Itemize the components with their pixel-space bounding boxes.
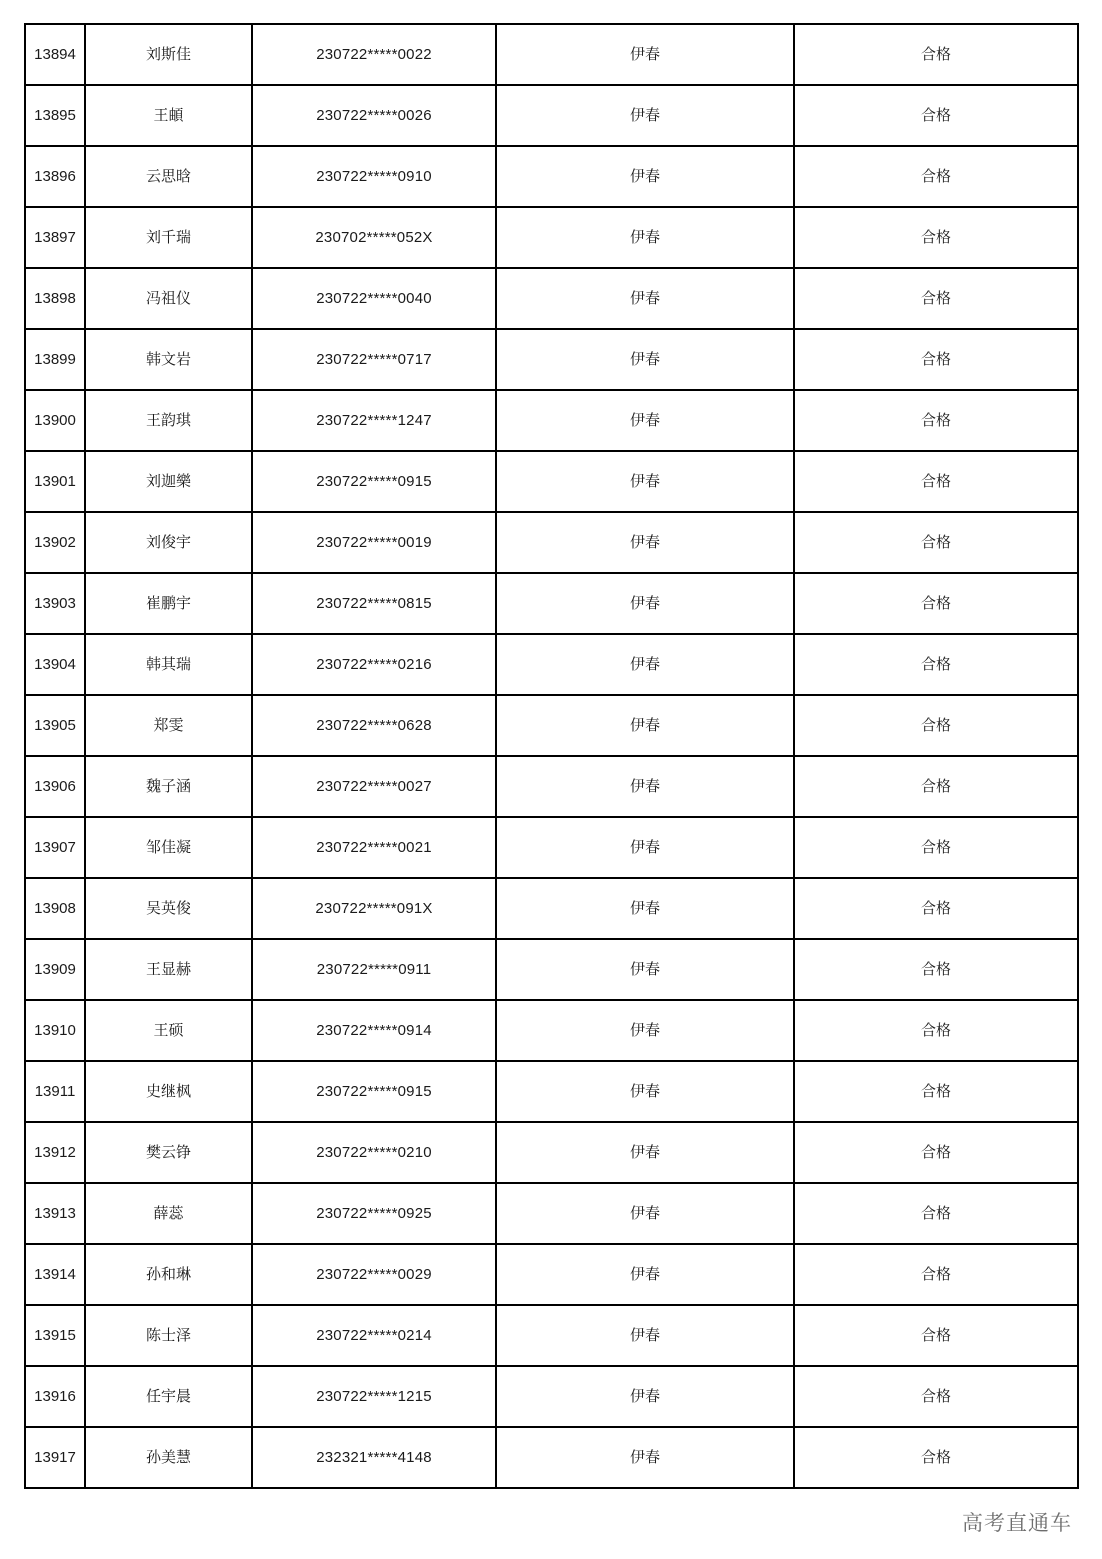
- seq-cell: 13913: [25, 1183, 85, 1244]
- result-cell: 合格: [794, 268, 1078, 329]
- id-cell: 230722*****0040: [252, 268, 496, 329]
- table-body: [25, 24, 1078, 1488]
- city-cell: 伊春: [496, 1000, 794, 1061]
- seq-cell: 13908: [25, 878, 85, 939]
- name-cell: 王頔: [85, 85, 252, 146]
- table-row: [25, 1427, 1078, 1488]
- city-cell: 伊春: [496, 390, 794, 451]
- seq-cell: 13917: [25, 1427, 85, 1488]
- name-cell: 陈士泽: [85, 1305, 252, 1366]
- result-cell: 合格: [794, 1366, 1078, 1427]
- city-cell: 伊春: [496, 1061, 794, 1122]
- city-cell: 伊春: [496, 1366, 794, 1427]
- table-row: [25, 695, 1078, 756]
- result-cell: 合格: [794, 1244, 1078, 1305]
- table-row: [25, 207, 1078, 268]
- city-cell: 伊春: [496, 634, 794, 695]
- table-row: [25, 1366, 1078, 1427]
- id-cell: 230722*****1247: [252, 390, 496, 451]
- id-cell: 230722*****0214: [252, 1305, 496, 1366]
- table-row: [25, 268, 1078, 329]
- name-cell: 刘千瑞: [85, 207, 252, 268]
- table-row: [25, 512, 1078, 573]
- id-cell: 230722*****0717: [252, 329, 496, 390]
- name-cell: 郑雯: [85, 695, 252, 756]
- name-cell: 魏子涵: [85, 756, 252, 817]
- result-cell: 合格: [794, 1061, 1078, 1122]
- table-row: [25, 1183, 1078, 1244]
- seq-cell: 13894: [25, 24, 85, 85]
- seq-cell: 13899: [25, 329, 85, 390]
- seq-cell: 13900: [25, 390, 85, 451]
- result-cell: 合格: [794, 573, 1078, 634]
- name-cell: 刘斯佳: [85, 24, 252, 85]
- city-cell: 伊春: [496, 695, 794, 756]
- result-cell: 合格: [794, 451, 1078, 512]
- result-cell: 合格: [794, 695, 1078, 756]
- id-cell: 230722*****0915: [252, 1061, 496, 1122]
- table-row: [25, 329, 1078, 390]
- table-row: [25, 878, 1078, 939]
- city-cell: 伊春: [496, 573, 794, 634]
- id-cell: 230722*****0911: [252, 939, 496, 1000]
- result-cell: 合格: [794, 1183, 1078, 1244]
- seq-cell: 13901: [25, 451, 85, 512]
- table-row: [25, 451, 1078, 512]
- id-cell: 230722*****0910: [252, 146, 496, 207]
- table-row: [25, 24, 1078, 85]
- seq-cell: 13895: [25, 85, 85, 146]
- seq-cell: 13906: [25, 756, 85, 817]
- city-cell: 伊春: [496, 268, 794, 329]
- id-cell: 230722*****0925: [252, 1183, 496, 1244]
- name-cell: 邹佳凝: [85, 817, 252, 878]
- table-row: [25, 939, 1078, 1000]
- city-cell: 伊春: [496, 1244, 794, 1305]
- result-cell: 合格: [794, 207, 1078, 268]
- watermark: 高考直通车: [958, 1505, 1076, 1539]
- result-cell: 合格: [794, 1000, 1078, 1061]
- result-cell: 合格: [794, 85, 1078, 146]
- name-cell: 吴英俊: [85, 878, 252, 939]
- table-row: [25, 146, 1078, 207]
- name-cell: 云思晗: [85, 146, 252, 207]
- result-cell: 合格: [794, 1122, 1078, 1183]
- result-cell: 合格: [794, 1427, 1078, 1488]
- seq-cell: 13905: [25, 695, 85, 756]
- result-cell: 合格: [794, 390, 1078, 451]
- table-row: [25, 634, 1078, 695]
- table-row: [25, 1244, 1078, 1305]
- id-cell: 230722*****0628: [252, 695, 496, 756]
- seq-cell: 13916: [25, 1366, 85, 1427]
- name-cell: 刘迦樂: [85, 451, 252, 512]
- seq-cell: 13903: [25, 573, 85, 634]
- name-cell: 孙和琳: [85, 1244, 252, 1305]
- city-cell: 伊春: [496, 451, 794, 512]
- city-cell: 伊春: [496, 817, 794, 878]
- table-row: [25, 1061, 1078, 1122]
- name-cell: 王显赫: [85, 939, 252, 1000]
- name-cell: 樊云铮: [85, 1122, 252, 1183]
- table-row: [25, 817, 1078, 878]
- table-row: [25, 1305, 1078, 1366]
- id-cell: 230722*****0021: [252, 817, 496, 878]
- seq-cell: 13909: [25, 939, 85, 1000]
- result-cell: 合格: [794, 634, 1078, 695]
- seq-cell: 13898: [25, 268, 85, 329]
- id-cell: 230722*****0815: [252, 573, 496, 634]
- name-cell: 韩文岩: [85, 329, 252, 390]
- id-cell: 230722*****0022: [252, 24, 496, 85]
- result-cell: 合格: [794, 1305, 1078, 1366]
- result-cell: 合格: [794, 756, 1078, 817]
- seq-cell: 13912: [25, 1122, 85, 1183]
- city-cell: 伊春: [496, 1183, 794, 1244]
- id-cell: 230722*****1215: [252, 1366, 496, 1427]
- id-cell: 230722*****0915: [252, 451, 496, 512]
- name-cell: 史继枫: [85, 1061, 252, 1122]
- seq-cell: 13896: [25, 146, 85, 207]
- name-cell: 薛蕊: [85, 1183, 252, 1244]
- city-cell: 伊春: [496, 1427, 794, 1488]
- city-cell: 伊春: [496, 207, 794, 268]
- seq-cell: 13904: [25, 634, 85, 695]
- city-cell: 伊春: [496, 756, 794, 817]
- result-cell: 合格: [794, 878, 1078, 939]
- seq-cell: 13907: [25, 817, 85, 878]
- id-cell: 230702*****052X: [252, 207, 496, 268]
- table-row: [25, 573, 1078, 634]
- id-cell: 230722*****0019: [252, 512, 496, 573]
- result-cell: 合格: [794, 817, 1078, 878]
- id-cell: 230722*****091X: [252, 878, 496, 939]
- id-cell: 232321*****4148: [252, 1427, 496, 1488]
- name-cell: 任宇晨: [85, 1366, 252, 1427]
- city-cell: 伊春: [496, 939, 794, 1000]
- table-row: [25, 85, 1078, 146]
- name-cell: 王韵琪: [85, 390, 252, 451]
- name-cell: 冯祖仪: [85, 268, 252, 329]
- table-row: [25, 756, 1078, 817]
- seq-cell: 13902: [25, 512, 85, 573]
- table-row: [25, 1000, 1078, 1061]
- table-row: [25, 1122, 1078, 1183]
- city-cell: 伊春: [496, 146, 794, 207]
- city-cell: 伊春: [496, 24, 794, 85]
- id-cell: 230722*****0027: [252, 756, 496, 817]
- name-cell: 王硕: [85, 1000, 252, 1061]
- result-cell: 合格: [794, 146, 1078, 207]
- city-cell: 伊春: [496, 85, 794, 146]
- seq-cell: 13910: [25, 1000, 85, 1061]
- seq-cell: 13897: [25, 207, 85, 268]
- id-cell: 230722*****0029: [252, 1244, 496, 1305]
- seq-cell: 13914: [25, 1244, 85, 1305]
- name-cell: 韩其瑞: [85, 634, 252, 695]
- result-cell: 合格: [794, 24, 1078, 85]
- name-cell: 孙美慧: [85, 1427, 252, 1488]
- name-cell: 崔鹏宇: [85, 573, 252, 634]
- id-cell: 230722*****0216: [252, 634, 496, 695]
- city-cell: 伊春: [496, 1122, 794, 1183]
- result-cell: 合格: [794, 939, 1078, 1000]
- id-cell: 230722*****0026: [252, 85, 496, 146]
- city-cell: 伊春: [496, 1305, 794, 1366]
- city-cell: 伊春: [496, 329, 794, 390]
- id-cell: 230722*****0210: [252, 1122, 496, 1183]
- result-cell: 合格: [794, 512, 1078, 573]
- id-cell: 230722*****0914: [252, 1000, 496, 1061]
- table-row: [25, 390, 1078, 451]
- qualification-table: [24, 23, 1079, 1489]
- city-cell: 伊春: [496, 512, 794, 573]
- result-cell: 合格: [794, 329, 1078, 390]
- seq-cell: 13915: [25, 1305, 85, 1366]
- name-cell: 刘俊宇: [85, 512, 252, 573]
- city-cell: 伊春: [496, 878, 794, 939]
- seq-cell: 13911: [25, 1061, 85, 1122]
